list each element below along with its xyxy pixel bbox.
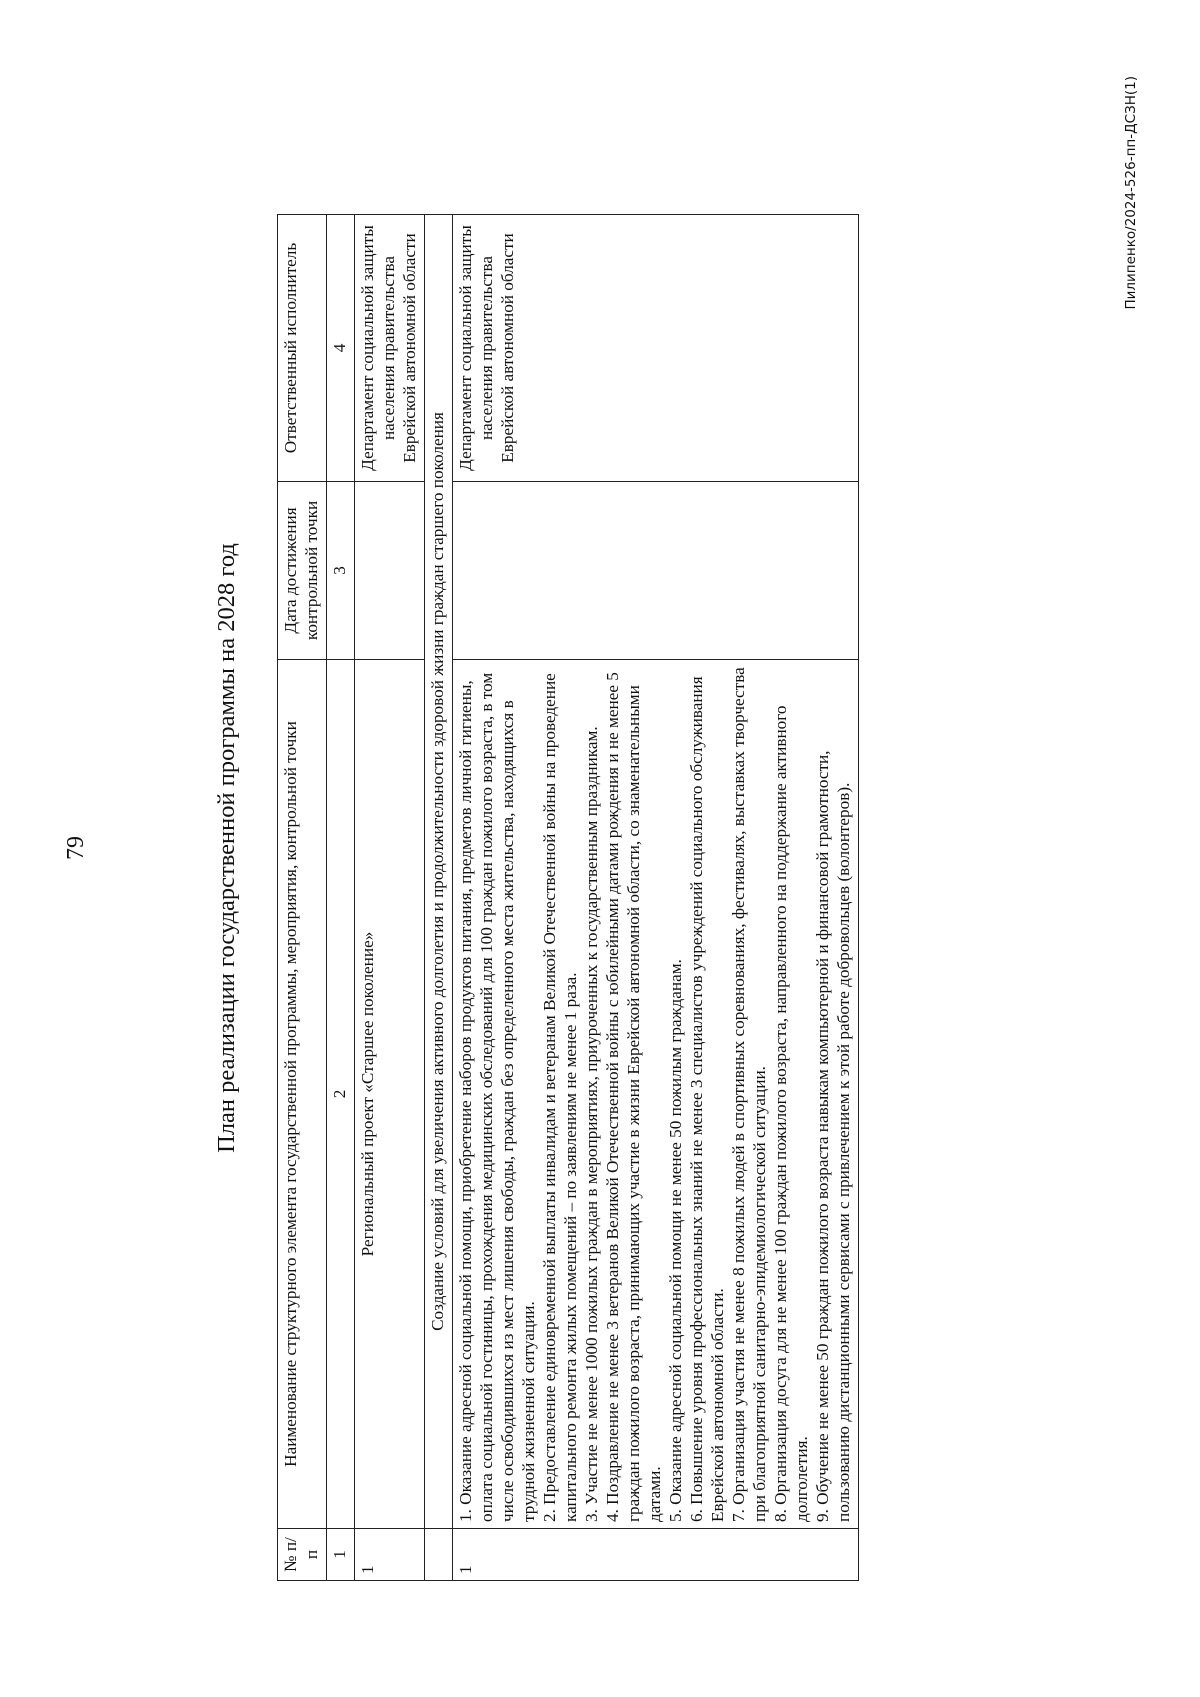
event-item: 5. Оказание адресной социальной помощи не менее 50 пожилым гражданам. xyxy=(665,959,685,1522)
event-item: 6. Повышение уровня профессиональных знаний не менее 3 специалистов учреждений социального обслуживания Еврейской автономной области. xyxy=(686,676,727,1522)
column-number: 1 xyxy=(326,1529,354,1581)
header-executor: Ответственный исполнитель xyxy=(278,215,327,482)
header-number: № п/п xyxy=(278,1529,327,1581)
event-item: 2. Предоставление единовременной выплаты инвалидам и ветеранам Великой Отечественной войны на проведение капитального ремонта жилых помещений – по заявлениям не менее 1 раза. xyxy=(539,673,580,1522)
page-number: 79 xyxy=(63,836,89,860)
table-row-event xyxy=(452,215,858,1581)
column-number: 3 xyxy=(326,482,354,660)
project-name: Региональный проект «Старшее поколение» xyxy=(354,660,424,1529)
column-number: 2 xyxy=(326,660,354,1529)
column-numbering-row xyxy=(326,215,354,1581)
table-row-task xyxy=(424,215,452,1581)
table-row-project xyxy=(354,215,424,1581)
implementation-plan-table xyxy=(277,214,859,1581)
event-date xyxy=(452,482,858,660)
document-title: План реализации государственной программы на 2028 год xyxy=(213,543,240,1153)
project-number: 1 xyxy=(354,1529,424,1581)
event-number: 1 xyxy=(452,1529,858,1581)
header-date: Дата достижения контрольной точки xyxy=(278,482,327,660)
event-item: 1. Оказание адресной социальной помощи, приобретение наборов продуктов питания, предметов личной гигиены, оплата социальной гостиницы, прохождения медицинских обследований для 100 граждан пожилого возраста, в том числе освободившихся из мест лишения свободы, граждан без определенного места жительства, находящихся в трудной жизненной ситуации. xyxy=(455,672,538,1522)
project-executor: Департамент социальной защиты населения правительства Еврейской автономной области xyxy=(354,215,424,482)
event-item: 4. Поздравление не менее 3 ветеранов Великой Отечественной войны с юбилейными датами рождения и не менее 5 граждан пожилого возраста, принимающих участие в жизни Еврейской автономной области, со знаменательными датами. xyxy=(602,672,664,1522)
event-item: 7. Организация участия не менее 8 пожилых людей в спортивных соревнованиях, фестивалях, выставках творчества при благоприятной санитарно-эпидемиологической ситуации. xyxy=(728,667,769,1522)
event-item: 3. Участие не менее 1000 пожилых граждан в мероприятиях, приуроченных к государственным праздникам. xyxy=(581,726,601,1522)
column-number: 4 xyxy=(326,215,354,482)
task-title: Создание условий для увеличения активного долголетия и продолжительности здоровой жизни граждан старшего поколения xyxy=(424,215,452,1529)
event-items xyxy=(452,660,858,1529)
document-registration-code: Пилипенко/2024-526-пп-ДСЗН(1) xyxy=(1123,76,1139,310)
rotated-document-page xyxy=(55,58,1145,1638)
event-item: 8. Организация досуга для не менее 100 граждан пожилого возраста, направленного на поддержание активного долголетия. xyxy=(770,705,811,1522)
event-executor: Департамент социальной защиты населения правительства Еврейской автономной области xyxy=(452,215,858,482)
event-item: 9. Обучение не менее 50 граждан пожилого возраста навыкам компьютерной и финансовой грамотности, пользованию дистанционными сервисами с привлечением к этой работе добровольцев (волонтеров). xyxy=(812,750,853,1522)
project-date xyxy=(354,482,424,660)
task-number-cell xyxy=(424,1529,452,1581)
table-header-row xyxy=(278,215,327,1581)
header-element-name: Наименование структурного элемента государственной программы, мероприятия, контрольной точки xyxy=(278,660,327,1529)
